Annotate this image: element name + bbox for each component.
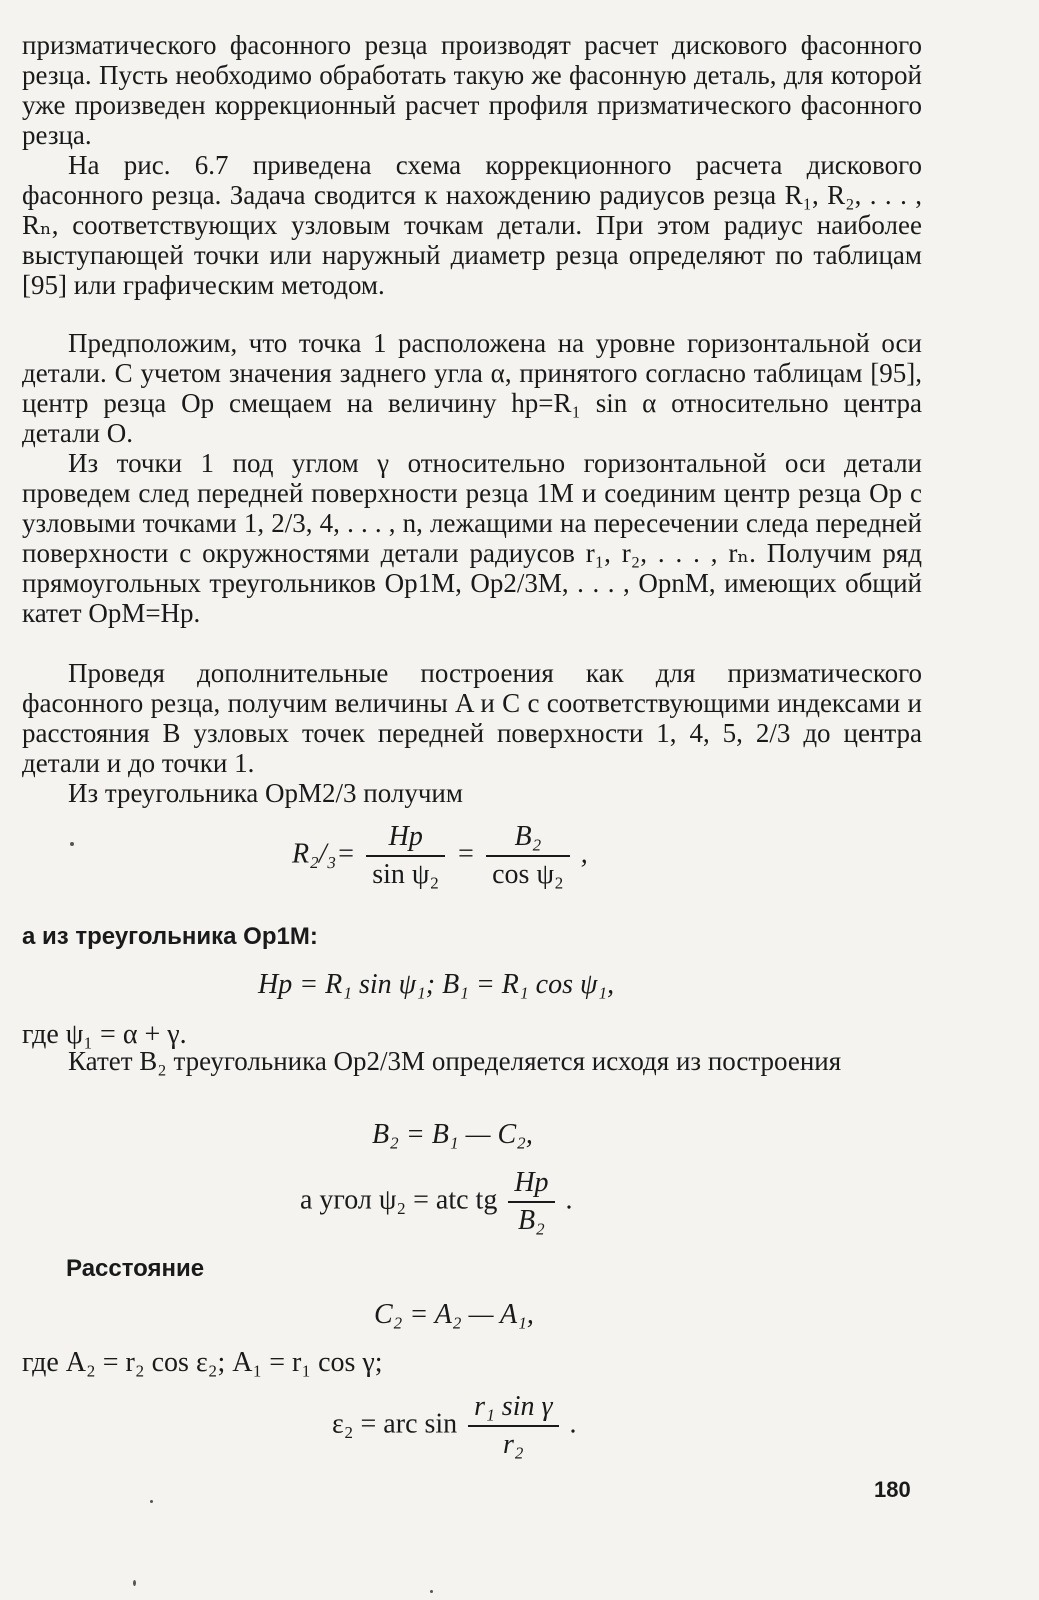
eq6-denominator: r₂ [503, 1429, 524, 1460]
paragraph-leg-b2: Катет B₂ треугольника Oр2/3M определяется исходя из построения [68, 1046, 842, 1076]
eq1-lhs: R₂/₃= [292, 838, 356, 870]
eq6-prefix: ε₂ = arc sin [332, 1408, 458, 1440]
eq4-prefix: а угол ψ₂ = atc tg [300, 1184, 498, 1216]
equation-c2: C₂ = A₂ — A₁, [374, 1299, 534, 1330]
eq1-fraction-2 [486, 822, 570, 890]
eq6-fraction [468, 1392, 558, 1460]
paragraph-fig-reference: На рис. 6.7 приведена схема коррекционного расчета дискового фасонного резца. Задача сводится к нахождению радиусов резца R₁, R₂, . . . , Rₙ, соответствующих узловым точкам детали. При этом радиус наиболее выступающей точки или наружный диаметр резца определяют по таблицам [95] или графическим методом. [22, 150, 922, 300]
eq1-numerator-1: Hр [366, 822, 445, 857]
eq6-period: . [569, 1408, 577, 1440]
eq1-fraction-1 [366, 822, 445, 890]
scan-speck [70, 842, 74, 846]
equation-a2-a1: где A₂ = r₂ cos ε₂; A₁ = r₁ cos γ; [22, 1347, 383, 1378]
equation-epsilon2 [332, 1392, 577, 1460]
scan-speck [133, 1580, 136, 1586]
eq4-numerator: Hр [508, 1168, 554, 1203]
scan-speck [430, 1590, 433, 1593]
equation-b2: B₂ = B₁ — C₂, [372, 1119, 533, 1150]
paragraph-point-one: Предположим, что точка 1 расположена на уровне горизонтальной оси детали. С учетом значения заднего угла α, принятого согласно таблицам [95], центр резца Oр смещаем на величину hр=R₁ sin α относительно центра детали O. [22, 328, 922, 448]
eq4-fraction [508, 1168, 554, 1236]
paragraph-additional: Проведя дополнительные построения как для призматического фасонного резца, получим величины A и C с соответствующими индексами и расстояния B узловых точек передней поверхности 1, 4, 5, 2/3 до центра детали и до точки 1. [22, 658, 922, 778]
page-number: 180 [874, 1477, 911, 1502]
paragraph-triangle-intro: Из треугольника OрM2/3 получим [68, 778, 463, 808]
equation-angle-psi2 [300, 1168, 573, 1236]
eq6-numerator: r₁ sin γ [468, 1392, 558, 1427]
label-triangle-o1m: а из треугольника Oр1M: [22, 923, 318, 950]
scan-speck [150, 1500, 153, 1503]
equation-hp-b1: Hр = R₁ sin ψ₁; B₁ = R₁ cos ψ₁, [258, 969, 615, 1000]
eq1-denominator-2: cos ψ₂ [492, 859, 564, 890]
eq4-denominator: B₂ [518, 1205, 545, 1236]
eq1-comma: , [580, 838, 588, 870]
paragraph-construction: Из точки 1 под углом γ относительно горизонтальной оси детали проведем след передней поверхности резца 1M и соединим центр резца Oр с узловыми точками 1, 2/3, 4, . . . , n, лежащими на пересечении следа передней поверхности с окружностями детали радиусов r₁, r₂, . . . , rₙ. Получим ряд прямоугольных треугольников Oр1M, Oр2/3M, . . . , OрnM, имеющих общий катет OрM=Hр. [22, 448, 922, 628]
eq4-period: . [565, 1184, 573, 1216]
label-distance: Расстояние [66, 1255, 205, 1282]
equation-radius [292, 822, 588, 890]
eq1-denominator-1: sin ψ₂ [372, 859, 440, 890]
equation-psi1: где ψ₁ = α + γ. [22, 1019, 187, 1050]
paragraph-continuation: призматического фасонного резца производят расчет дискового фасонного резца. Пусть необходимо обработать такую же фасонную деталь, для которой уже произведен коррекционный расчет профиля призматического фасонного резца. [22, 30, 922, 150]
eq1-numerator-2: B₂ [486, 822, 570, 857]
eq1-equals: = [456, 838, 476, 870]
